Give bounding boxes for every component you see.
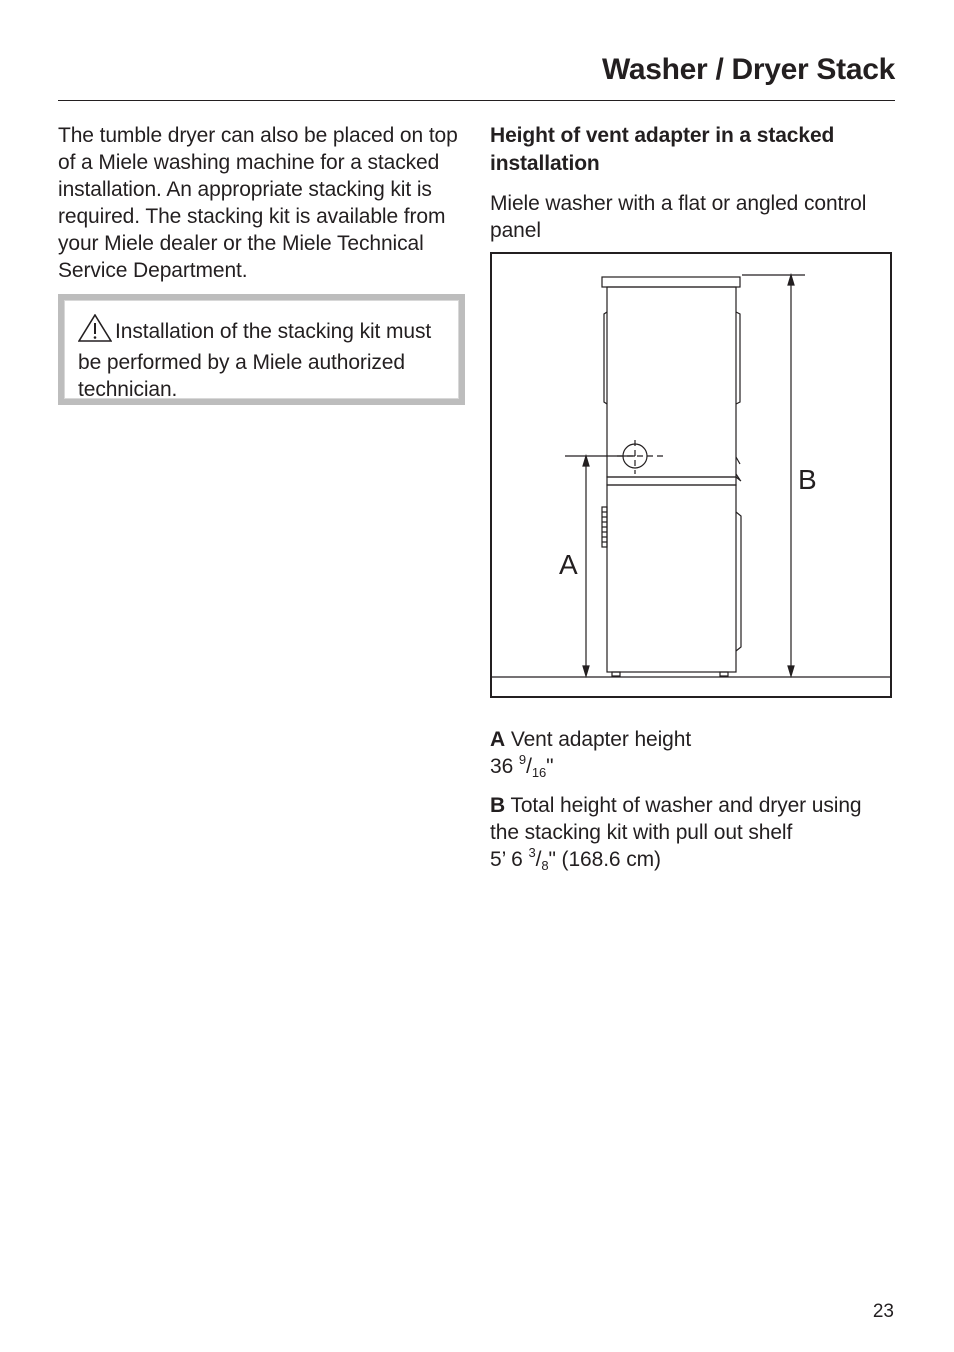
stacking-kit-shelf <box>607 477 741 485</box>
legend-b-letter: B <box>490 794 506 817</box>
legend-a-text: Vent adapter height <box>510 728 692 751</box>
page-title: Washer / Dryer Stack <box>601 53 895 86</box>
warning-paragraph <box>78 314 445 403</box>
legend-a-whole: 36 <box>490 755 514 778</box>
warning-box <box>58 294 465 405</box>
legend-a-suffix: " <box>546 755 554 778</box>
legend-b-denominator: 8 <box>541 858 549 873</box>
legend-a-letter: A <box>490 728 506 751</box>
warning-triangle-icon <box>78 314 112 349</box>
warning-text: Installation of the stacking kit must be performed by a Miele authorized technician. <box>78 320 432 401</box>
stacked-installation-diagram <box>490 252 892 698</box>
section-heading: Height of vent adapter in a stacked installation <box>490 124 835 175</box>
legend-b-suffix: " (168.6 cm) <box>548 848 661 871</box>
legend-a: A Vent adapter height 36 $^9/_{16}$" <box>490 728 692 780</box>
label-b: B <box>798 464 817 495</box>
vent-adapter-symbol <box>617 440 665 474</box>
washer-unit <box>602 485 741 676</box>
page-number: 23 <box>872 1301 894 1322</box>
legend-b-whole: 5’ 6 <box>490 848 523 871</box>
legend-b: B Total height of washer and dryer using the stacking kit with pull out shelf 5’ 6 $^3/_8$" (168.6 cm) <box>490 794 862 873</box>
left-column <box>58 122 468 405</box>
dryer-unit <box>602 277 740 480</box>
legend-b-text: Total height of washer and dryer using the stacking kit with pull out shelf <box>490 794 862 844</box>
legend-a-numerator: 9 <box>518 752 527 767</box>
intro-paragraph: The tumble dryer can also be placed on top of a Miele washing machine for a stacked installation. An appropriate stacking kit is required. The stacking kit is available from your Miele dealer or the Miele Technical Service Department. <box>58 124 458 282</box>
label-a: A <box>559 549 578 580</box>
legend-a-denominator: 16 <box>531 765 547 780</box>
legend-b-numerator: 3 <box>528 845 536 860</box>
dimension-b <box>742 275 805 676</box>
diagram-frame <box>491 253 891 697</box>
figure-caption: Miele washer with a flat or angled control panel <box>490 192 867 242</box>
right-column <box>490 122 894 873</box>
title-rule <box>58 100 895 101</box>
